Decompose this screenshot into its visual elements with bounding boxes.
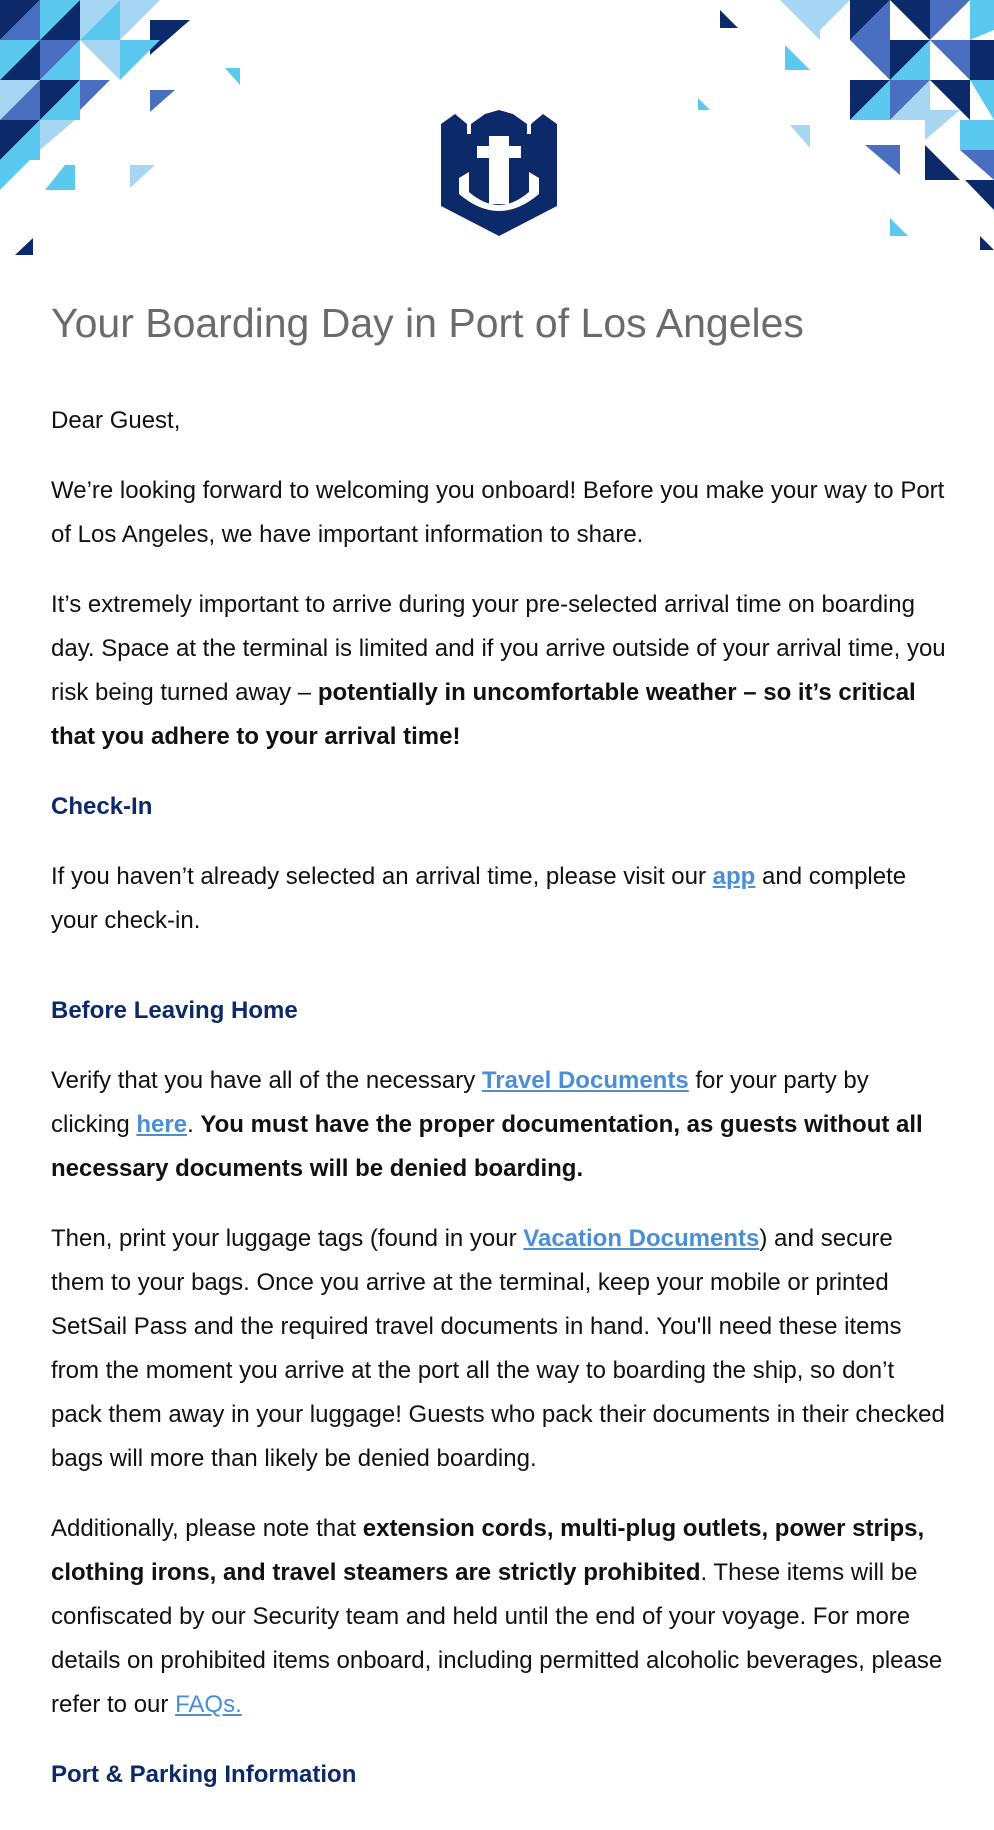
documents-text-b: for your party by clicking (51, 1067, 869, 1139)
checkin-text-before: If you haven’t already selected an arrival time, please visit our (51, 863, 713, 891)
crown-anchor-icon[interactable] (441, 110, 557, 236)
prohibited-text-b: . These items will be confiscated by our Security team and held until the end of your voyage. For more details on prohibited items onboard, including permitted alcoholic beverages, please refer to our (51, 1559, 943, 1719)
documents-paragraph (51, 1059, 951, 1191)
before-leaving-heading: Before Leaving Home (51, 997, 298, 1025)
arrival-text: It’s extremely important to arrive during your pre-selected arrival time on boarding day. Space at the terminal is limited and if you arrive outside of your arrival time, you risk being turned away – (51, 591, 946, 707)
faqs-link[interactable]: FAQs. (175, 1691, 242, 1719)
documents-text-c: . (187, 1111, 201, 1139)
intro-paragraph: We’re looking forward to welcoming you onboard! Before you make your way to Port of Los Angeles, we have important information to share. (51, 477, 945, 549)
documents-text-a: Verify that you have all of the necessary (51, 1067, 482, 1095)
vacation-documents-link[interactable]: Vacation Documents (523, 1225, 760, 1253)
arrival-warning: potentially in uncomfortable weather – so it’s critical that you adhere to your arrival time! (51, 679, 916, 751)
travel-documents-link[interactable]: Travel Documents (481, 1067, 689, 1095)
checkin-paragraph (51, 855, 951, 943)
app-link[interactable]: app (712, 863, 756, 891)
port-parking-heading: Port & Parking Information (51, 1761, 357, 1789)
page-title: Your Boarding Day in Port of Los Angeles (51, 300, 804, 346)
prohibited-text-a: Additionally, please note that (51, 1515, 363, 1543)
luggage-text-b: ) and secure them to your bags. Once you arrive at the terminal, keep your mobile or printed SetSail Pass and the required travel documents in hand. You'll need these items from the moment you arrive at the port all the way to boarding the ship, so don’t pack them away in your luggage! Guests who pack their documents in their checked bags will more than likely be denied boarding. (51, 1225, 945, 1473)
arrival-paragraph (51, 583, 951, 759)
here-link[interactable]: here (136, 1111, 188, 1139)
documents-warning: You must have the proper documentation, as guests without all necessary documents will be denied boarding. (51, 1111, 923, 1183)
email-body (51, 300, 951, 1823)
greeting: Dear Guest, (51, 407, 181, 435)
checkin-heading: Check-In (51, 793, 153, 821)
prohibited-items: extension cords, multi-plug outlets, power strips, clothing irons, and travel steamers are strictly prohibited (51, 1515, 925, 1587)
checkin-text-after: and complete your check-in. (51, 863, 907, 935)
luggage-text-a: Then, print your luggage tags (found in your (51, 1225, 524, 1253)
luggage-paragraph (51, 1217, 951, 1481)
header-banner (0, 0, 994, 260)
prohibited-paragraph (51, 1507, 951, 1727)
